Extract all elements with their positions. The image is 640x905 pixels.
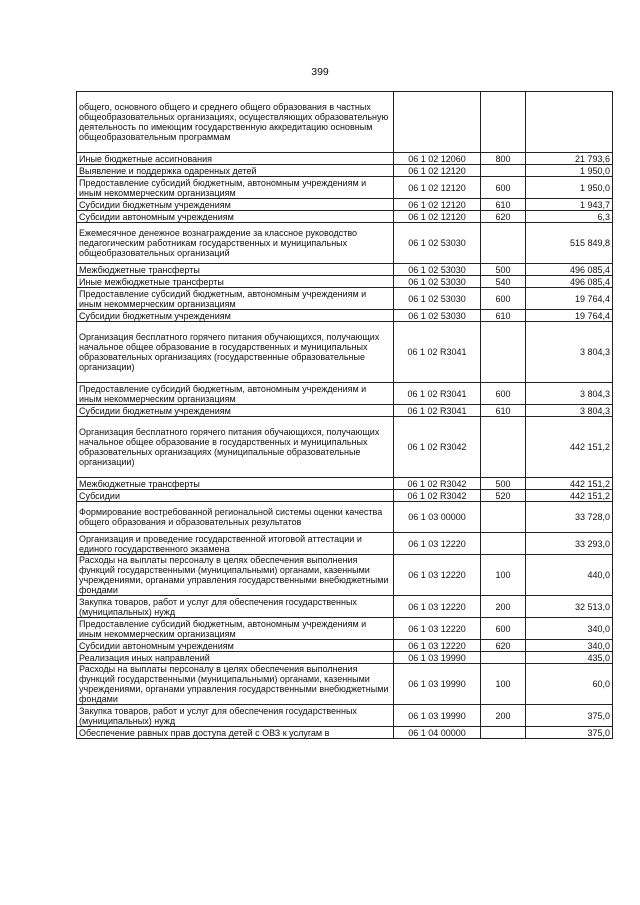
row-amount-cell: 435,0 xyxy=(526,652,613,664)
row-code-cell: 06 1 02 53030 xyxy=(394,310,481,322)
row-expense-type-cell: 610 xyxy=(481,310,526,322)
row-code-cell: 06 1 03 12220 xyxy=(394,533,481,555)
table-row xyxy=(77,533,613,555)
row-amount-cell: 496 085,4 xyxy=(526,276,613,288)
row-amount-cell: 1 950,0 xyxy=(526,165,613,177)
table-row xyxy=(77,322,613,383)
budget-table xyxy=(76,91,613,739)
row-code-cell: 06 1 02 R3041 xyxy=(394,322,481,383)
row-expense-type-cell xyxy=(481,727,526,739)
table-row xyxy=(77,555,613,596)
table-row xyxy=(77,153,613,165)
row-expense-type-cell xyxy=(481,533,526,555)
row-expense-type-cell: 100 xyxy=(481,664,526,705)
row-amount-cell: 21 793,6 xyxy=(526,153,613,165)
table-row xyxy=(77,276,613,288)
row-name-cell: Предоставление субсидий бюджетным, автономным учреждениям и иным некоммерческим организациям xyxy=(77,618,394,640)
table-row xyxy=(77,211,613,223)
table-row xyxy=(77,417,613,478)
row-expense-type-cell xyxy=(481,223,526,264)
row-expense-type-cell xyxy=(481,502,526,533)
row-expense-type-cell: 800 xyxy=(481,153,526,165)
row-code-cell: 06 1 02 53030 xyxy=(394,223,481,264)
row-amount-cell: 6,3 xyxy=(526,211,613,223)
row-code-cell: 06 1 03 19990 xyxy=(394,664,481,705)
row-name-cell: Организация и проведение государственной итоговой аттестации и единого государственного экзамена xyxy=(77,533,394,555)
row-expense-type-cell: 600 xyxy=(481,177,526,199)
row-code-cell: 06 1 02 R3042 xyxy=(394,490,481,502)
row-amount-cell: 3 804,3 xyxy=(526,383,613,405)
table-row xyxy=(77,310,613,322)
row-amount-cell: 19 764,4 xyxy=(526,310,613,322)
row-code-cell: 06 1 03 00000 xyxy=(394,502,481,533)
row-amount-cell: 442 151,2 xyxy=(526,478,613,490)
row-amount-cell: 33 293,0 xyxy=(526,533,613,555)
row-expense-type-cell: 620 xyxy=(481,211,526,223)
row-amount-cell xyxy=(526,92,613,153)
row-expense-type-cell: 540 xyxy=(481,276,526,288)
row-expense-type-cell xyxy=(481,652,526,664)
row-code-cell: 06 1 02 R3041 xyxy=(394,405,481,417)
row-code-cell: 06 1 02 53030 xyxy=(394,288,481,310)
row-code-cell: 06 1 02 R3042 xyxy=(394,478,481,490)
row-name-cell: Субсидии бюджетным учреждениям xyxy=(77,405,394,417)
table-row xyxy=(77,490,613,502)
row-expense-type-cell: 500 xyxy=(481,478,526,490)
row-code-cell: 06 1 02 R3041 xyxy=(394,383,481,405)
row-amount-cell: 442 151,2 xyxy=(526,417,613,478)
row-amount-cell: 442 151,2 xyxy=(526,490,613,502)
row-name-cell: Ежемесячное денежное вознаграждение за классное руководство педагогическим работникам государственных и муниципальных общеобразовательных организаций xyxy=(77,223,394,264)
row-code-cell: 06 1 04 00000 xyxy=(394,727,481,739)
table-row xyxy=(77,664,613,705)
row-code-cell: 06 1 02 R3042 xyxy=(394,417,481,478)
table-row xyxy=(77,264,613,276)
table-row xyxy=(77,640,613,652)
row-expense-type-cell: 200 xyxy=(481,705,526,727)
row-amount-cell: 19 764,4 xyxy=(526,288,613,310)
row-amount-cell: 33 728,0 xyxy=(526,502,613,533)
row-name-cell: Иные межбюджетные трансферты xyxy=(77,276,394,288)
row-name-cell: Формирование востребованной региональной системы оценки качества общего образования и образовательных результатов xyxy=(77,502,394,533)
table-row xyxy=(77,618,613,640)
row-code-cell: 06 1 02 12120 xyxy=(394,177,481,199)
row-amount-cell: 340,0 xyxy=(526,640,613,652)
row-amount-cell: 32 513,0 xyxy=(526,596,613,618)
row-amount-cell: 440,0 xyxy=(526,555,613,596)
row-code-cell: 06 1 03 19990 xyxy=(394,705,481,727)
page-number: 399 xyxy=(311,66,329,78)
row-code-cell: 06 1 02 12120 xyxy=(394,165,481,177)
row-code-cell: 06 1 02 12120 xyxy=(394,199,481,211)
table-row xyxy=(77,177,613,199)
row-expense-type-cell xyxy=(481,165,526,177)
row-name-cell: Предоставление субсидий бюджетным, автономным учреждениям и иным некоммерческим организациям xyxy=(77,288,394,310)
table-row xyxy=(77,383,613,405)
row-code-cell: 06 1 03 12220 xyxy=(394,618,481,640)
table-row xyxy=(77,652,613,664)
table-row xyxy=(77,596,613,618)
row-code-cell: 06 1 02 12060 xyxy=(394,153,481,165)
row-name-cell: Организация бесплатного горячего питания обучающихся, получающих начальное общее образование в государственных и муниципальных образовательных организациях (государственные образовательные организации) xyxy=(77,322,394,383)
row-amount-cell: 60,0 xyxy=(526,664,613,705)
table-row xyxy=(77,727,613,739)
row-expense-type-cell: 200 xyxy=(481,596,526,618)
row-code-cell: 06 1 02 53030 xyxy=(394,264,481,276)
row-name-cell: Предоставление субсидий бюджетным, автономным учреждениям и иным некоммерческим организациям xyxy=(77,383,394,405)
row-expense-type-cell: 100 xyxy=(481,555,526,596)
table-row xyxy=(77,705,613,727)
row-code-cell: 06 1 03 12220 xyxy=(394,640,481,652)
row-code-cell: 06 1 02 53030 xyxy=(394,276,481,288)
row-amount-cell: 496 085,4 xyxy=(526,264,613,276)
table-row xyxy=(77,92,613,153)
row-expense-type-cell: 500 xyxy=(481,264,526,276)
row-name-cell: Предоставление субсидий бюджетным, автономным учреждениям и иным некоммерческим организациям xyxy=(77,177,394,199)
row-code-cell: 06 1 03 12220 xyxy=(394,596,481,618)
row-amount-cell: 1 943,7 xyxy=(526,199,613,211)
table-row xyxy=(77,288,613,310)
row-amount-cell: 375,0 xyxy=(526,727,613,739)
row-name-cell: Субсидии бюджетным учреждениям xyxy=(77,199,394,211)
row-name-cell: Межбюджетные трансферты xyxy=(77,478,394,490)
row-name-cell: Обеспечение равных прав доступа детей с ОВЗ к услугам в xyxy=(77,727,394,739)
row-amount-cell: 375,0 xyxy=(526,705,613,727)
row-name-cell: Субсидии автономным учреждениям xyxy=(77,211,394,223)
table-row xyxy=(77,199,613,211)
row-name-cell: Субсидии xyxy=(77,490,394,502)
row-name-cell: общего, основного общего и среднего общего образования в частных общеобразовательных организациях, осуществляющих образовательную деятельность по имеющим государственную аккредитацию основным общеобразовательным программам xyxy=(77,92,394,153)
budget-table-body xyxy=(77,92,613,739)
row-expense-type-cell: 520 xyxy=(481,490,526,502)
row-expense-type-cell: 610 xyxy=(481,405,526,417)
row-code-cell: 06 1 03 19990 xyxy=(394,652,481,664)
row-code-cell: 06 1 03 12220 xyxy=(394,555,481,596)
row-name-cell: Иные бюджетные ассигнования xyxy=(77,153,394,165)
row-expense-type-cell xyxy=(481,92,526,153)
table-row xyxy=(77,405,613,417)
table-row xyxy=(77,223,613,264)
row-name-cell: Межбюджетные трансферты xyxy=(77,264,394,276)
row-amount-cell: 1 950,0 xyxy=(526,177,613,199)
table-row xyxy=(77,502,613,533)
row-amount-cell: 3 804,3 xyxy=(526,405,613,417)
row-expense-type-cell: 600 xyxy=(481,383,526,405)
row-expense-type-cell xyxy=(481,322,526,383)
row-amount-cell: 3 804,3 xyxy=(526,322,613,383)
row-name-cell: Закупка товаров, работ и услуг для обеспечения государственных (муниципальных) нужд xyxy=(77,705,394,727)
row-expense-type-cell: 600 xyxy=(481,618,526,640)
row-expense-type-cell xyxy=(481,417,526,478)
row-name-cell: Расходы на выплаты персоналу в целях обеспечения выполнения функций государственными (муниципальными) органами, казенными учреждениями, органами управления государственными внебюджетными фондами xyxy=(77,555,394,596)
row-name-cell: Организация бесплатного горячего питания обучающихся, получающих начальное общее образование в государственных и муниципальных образовательных организациях (муниципальные образовательные организации) xyxy=(77,417,394,478)
table-row xyxy=(77,165,613,177)
row-name-cell: Выявление и поддержка одаренных детей xyxy=(77,165,394,177)
row-expense-type-cell: 620 xyxy=(481,640,526,652)
row-expense-type-cell: 600 xyxy=(481,288,526,310)
row-amount-cell: 515 849,8 xyxy=(526,223,613,264)
row-code-cell: 06 1 02 12120 xyxy=(394,211,481,223)
row-name-cell: Закупка товаров, работ и услуг для обеспечения государственных (муниципальных) нужд xyxy=(77,596,394,618)
table-row xyxy=(77,478,613,490)
row-name-cell: Реализация иных направлений xyxy=(77,652,394,664)
row-name-cell: Расходы на выплаты персоналу в целях обеспечения выполнения функций государственными (муниципальными) органами, казенными учреждениями, органами управления государственными внебюджетными фондами xyxy=(77,664,394,705)
row-code-cell xyxy=(394,92,481,153)
row-name-cell: Субсидии бюджетным учреждениям xyxy=(77,310,394,322)
row-amount-cell: 340,0 xyxy=(526,618,613,640)
row-expense-type-cell: 610 xyxy=(481,199,526,211)
row-name-cell: Субсидии автономным учреждениям xyxy=(77,640,394,652)
